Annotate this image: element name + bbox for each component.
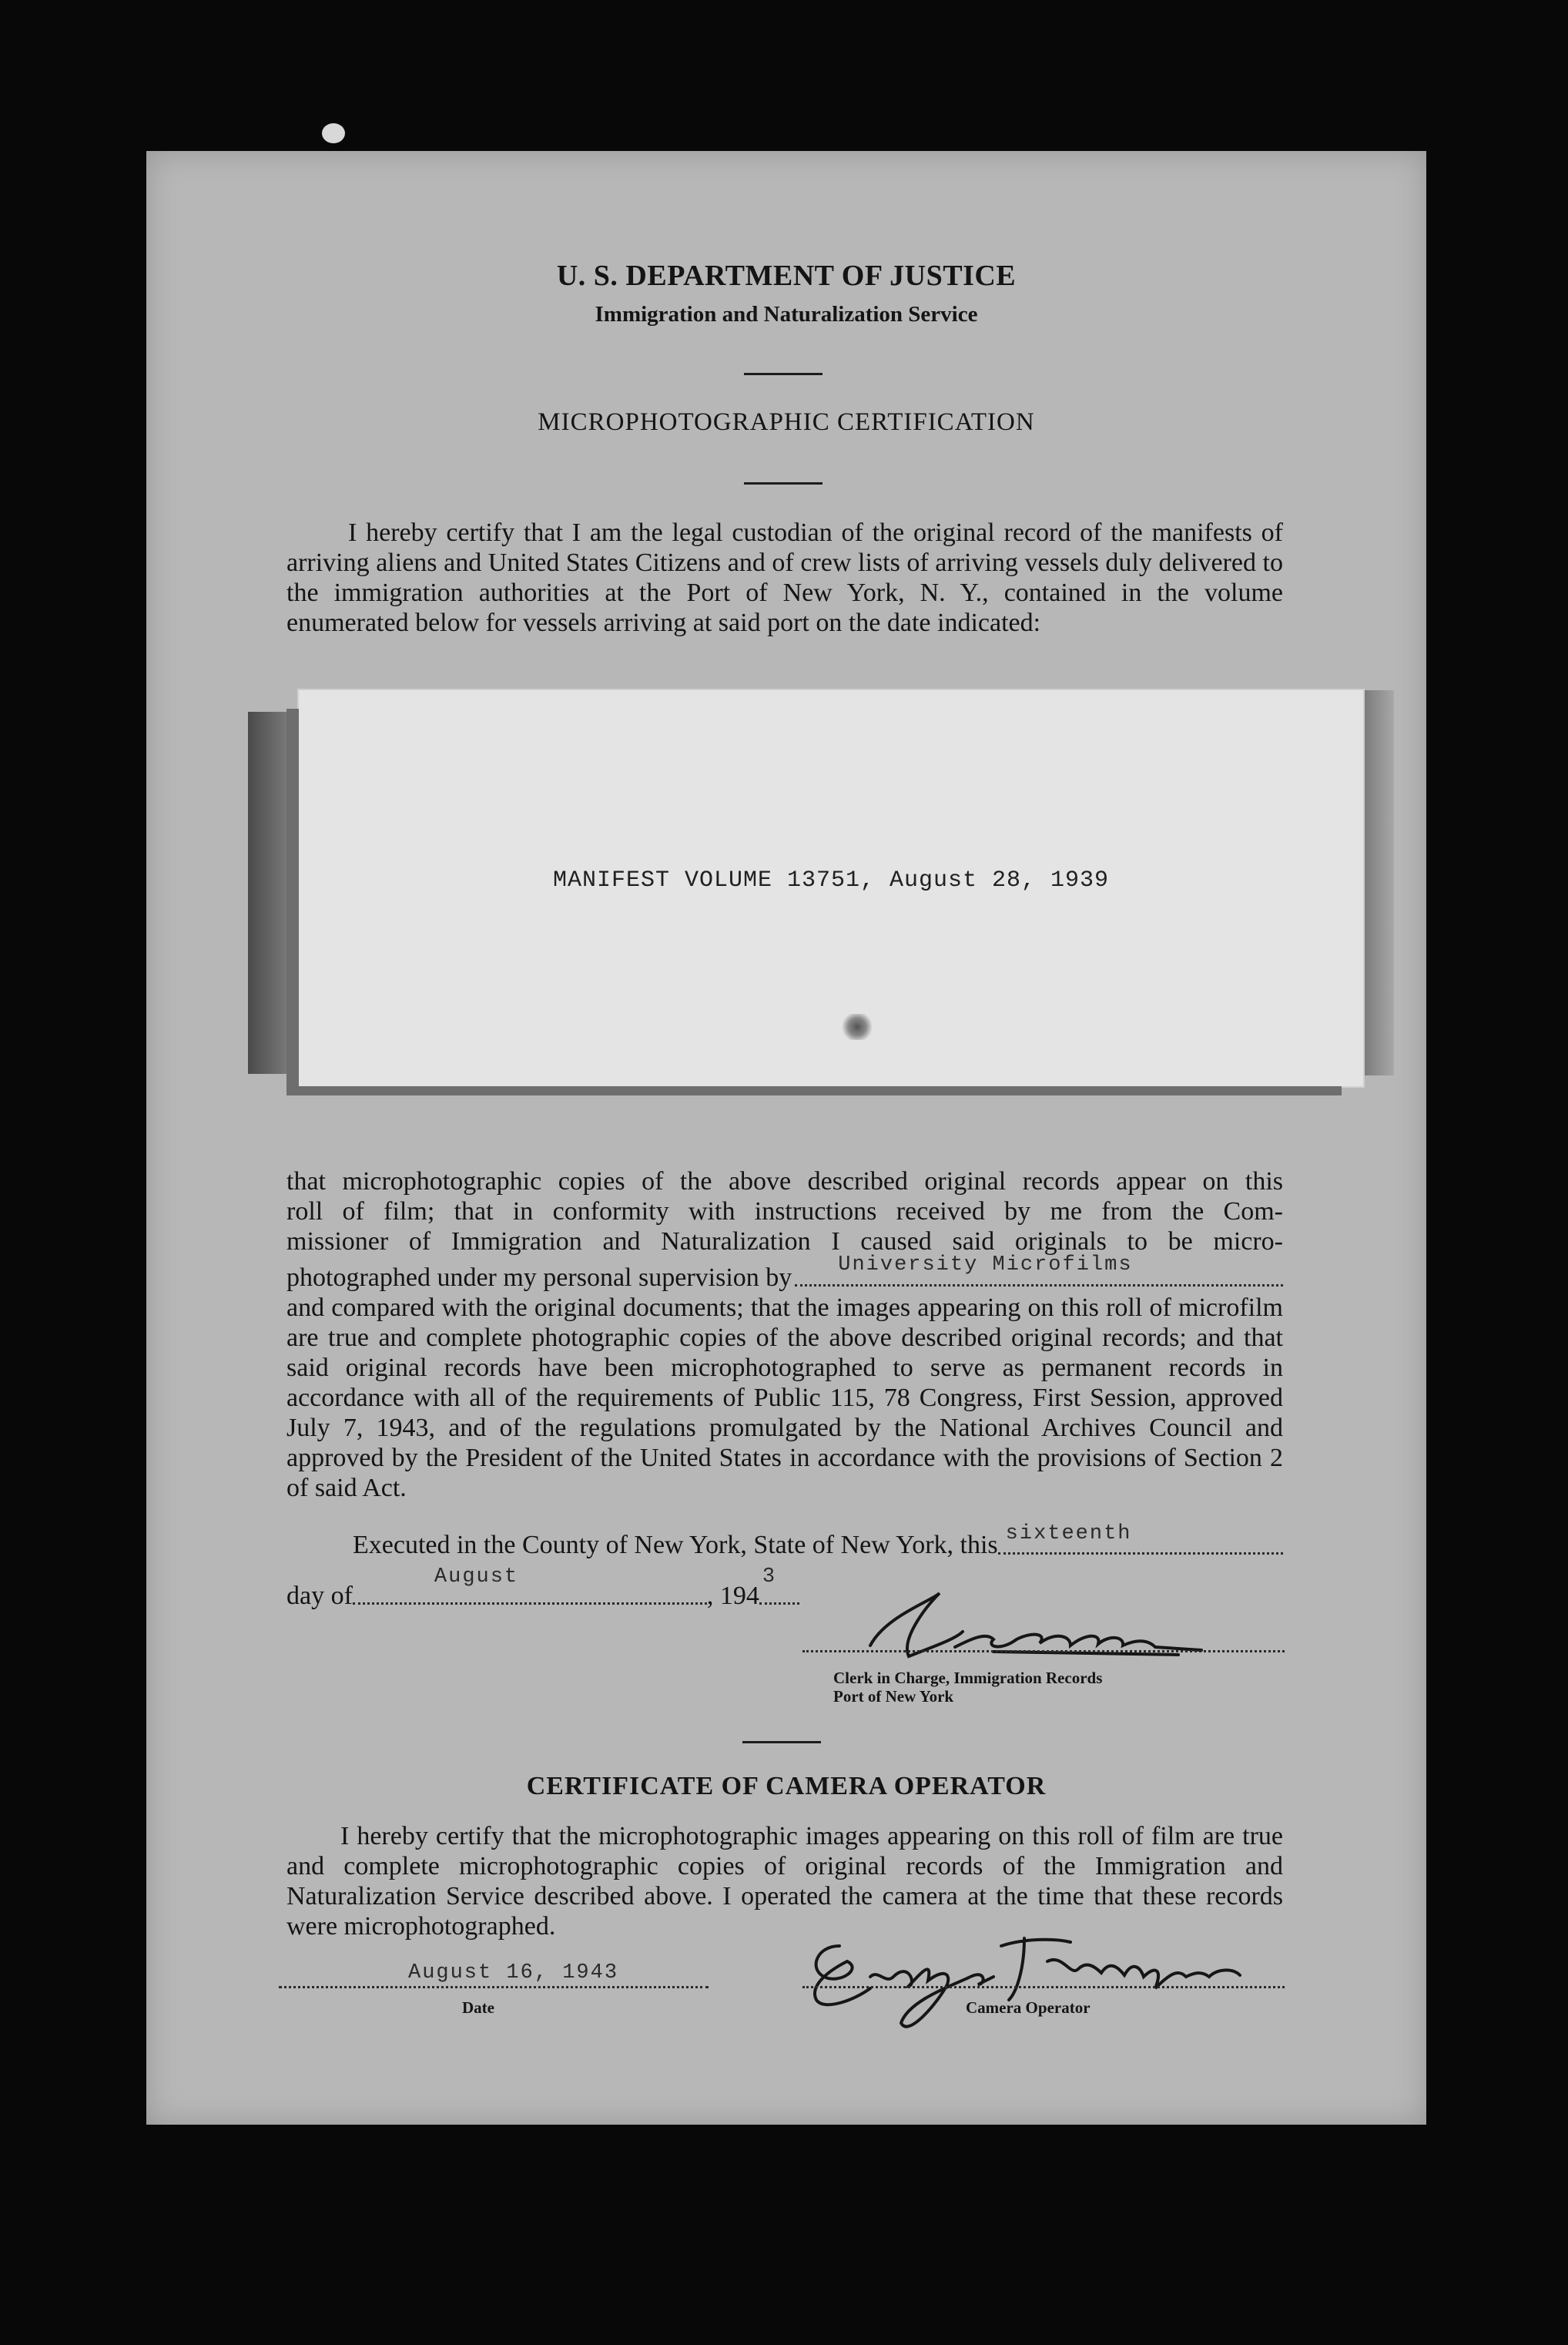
supervisor-fill: [795, 1253, 1283, 1287]
operator-signature-line: [802, 1986, 1285, 1988]
supervisor-line: [286, 1253, 1283, 1293]
ink-blot: [839, 1014, 875, 1040]
clerk-title: [833, 1669, 1265, 1706]
service-subheading: Immigration and Naturalization Service: [595, 302, 978, 327]
year-digit: 3: [762, 1565, 777, 1588]
card-shadow: [248, 712, 302, 1074]
certification-title: MICROPHOTOGRAPHIC CERTIFICATION: [538, 408, 1035, 436]
day-of-label: day of: [286, 1582, 353, 1610]
day-word: sixteenth: [1005, 1522, 1132, 1545]
date-line: [279, 1986, 709, 1988]
operator-label: Camera Operator: [966, 1998, 1091, 2017]
supervisor-prefix: photographed under my personal supervision by: [286, 1263, 792, 1292]
certificate-page: [146, 151, 1426, 2125]
divider: [744, 373, 823, 375]
camera-paragraph: I hereby certify that the microphotographic images appearing on this roll of film are true and complete microphotographic copies of original records of the Immigration and Naturalization Service described above. I operated the camera at the time that these records were microphotographed.: [286, 1822, 1283, 1941]
intro-paragraph: I hereby certify that I am the legal custodian of the original record of the manifests of arriving aliens and United States Citizens and of crew lists of arriving vessels duly delivered to the immigration authorities at the Port of New York, N. Y., contained in the volume enumerated below for vessels arriving at said port on the date indicated:: [286, 518, 1283, 637]
date-value: August 16, 1943: [408, 1961, 619, 1984]
film-label-ghost: [40, 77, 471, 94]
body-line: roll of film; that in conformity with instructions received by me from the Com-: [286, 1197, 1283, 1226]
film-speck: [322, 123, 345, 143]
year-fill: [759, 1565, 799, 1605]
camera-certificate-title: CERTIFICATE OF CAMERA OPERATOR: [526, 1772, 1047, 1800]
clerk-signature: [839, 1585, 1209, 1678]
body-rest: and compared with the original documents; that the images appearing on this roll of microfilm are true and complete photographic copies of the above described original records; and that said original records have been microphotographed to serve as permanent records in accordance with all of the requirements of Public 115, 78 Congress, First Session, approved July 7, 1943, and of the regulations promulgated by the National Archives Council and approved by the President of the United States in accordance with the provisions of Section 2 of said Act.: [286, 1293, 1283, 1502]
divider: [744, 482, 823, 485]
clerk-title-line2: Port of New York: [833, 1687, 954, 1706]
day-fill: [998, 1522, 1283, 1555]
clerk-title-line1: Clerk in Charge, Immigration Records: [833, 1669, 1103, 1687]
supervisor-name: University Microfilms: [838, 1253, 1133, 1276]
body-line: that microphotographic copies of the above described original records appear on this: [286, 1167, 1283, 1196]
body-line: missioner of Immigration and Naturalization I caused said originals to be micro-: [286, 1227, 1283, 1256]
manifest-volume-text: MANIFEST VOLUME 13751, August 28, 1939: [552, 867, 1110, 894]
execution-prefix: Executed in the County of New York, State of New York, this: [353, 1531, 998, 1559]
date-label: Date: [462, 1998, 494, 2017]
clerk-signature-line: [802, 1650, 1285, 1652]
divider: [742, 1741, 821, 1743]
body-paragraph: [286, 1166, 1283, 1503]
department-heading: U. S. DEPARTMENT OF JUSTICE: [556, 260, 1017, 292]
manifest-card: [299, 690, 1363, 1086]
month-value: August: [434, 1565, 519, 1588]
card-shadow: [1363, 690, 1394, 1075]
execution-line: [286, 1522, 1283, 1561]
month-fill: [353, 1565, 707, 1605]
year-prefix: , 194: [706, 1582, 759, 1610]
